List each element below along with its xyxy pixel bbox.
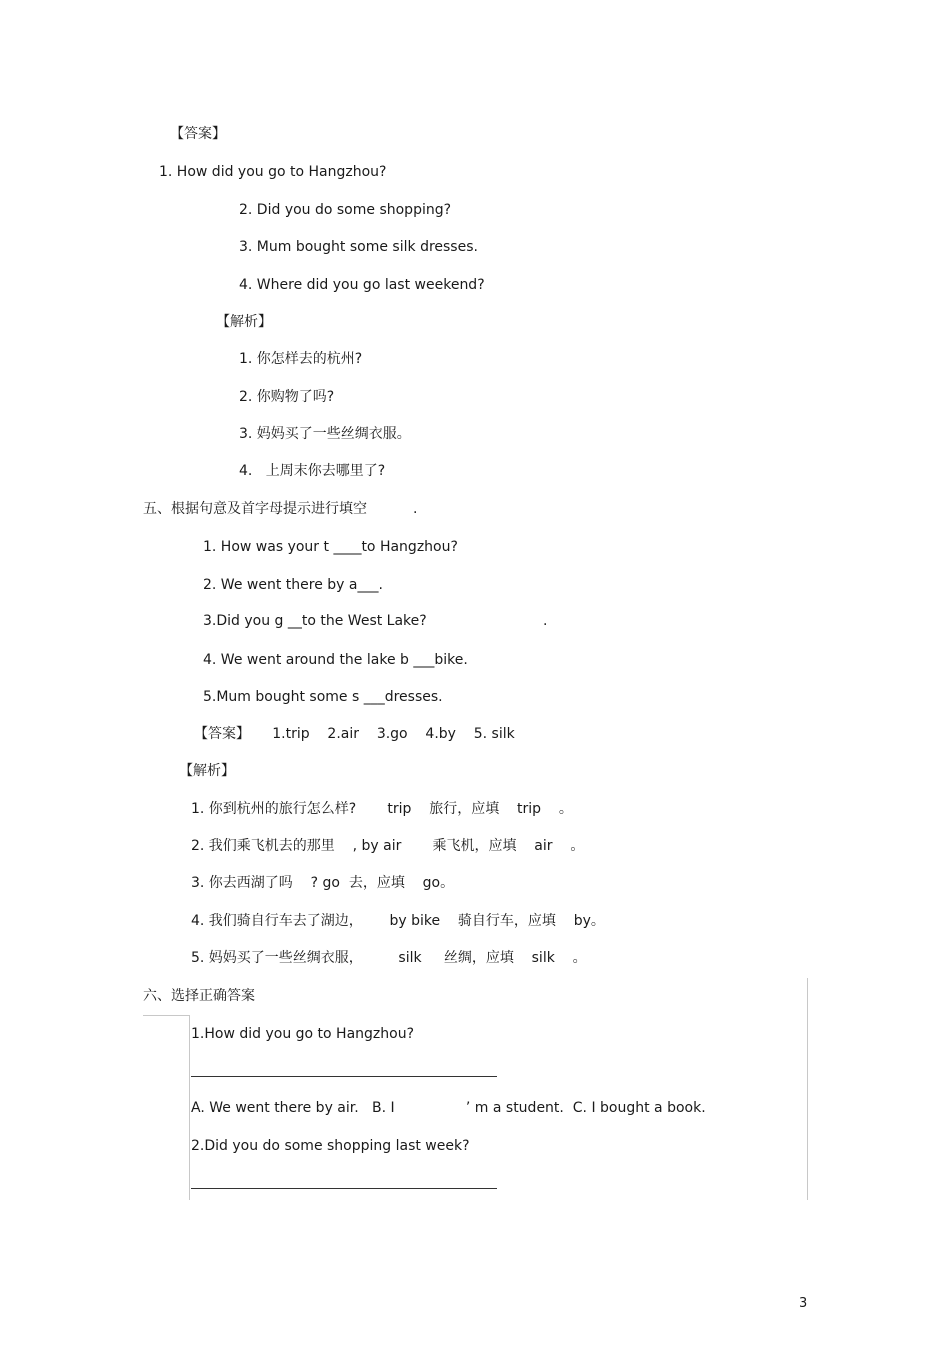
choice-question-1: 1.How did you go to Hangzhou? xyxy=(191,1026,415,1042)
answer-item-1: 1. How did you go to Hangzhou? xyxy=(159,164,387,180)
section5-title: 五、根据句意及首字母提示进行填空 xyxy=(143,501,367,517)
answer-header: 【答案】 xyxy=(170,126,226,142)
analysis-item-4: 4. 上周末你去哪里了? xyxy=(239,463,386,479)
section5-analysis-5: 5. 妈妈买了一些丝绸衣服， silk 丝绸，应填 silk 。 xyxy=(191,950,587,966)
section6-right-border xyxy=(807,978,808,1200)
fill-item-4: 4. We went around the lake b ___bike. xyxy=(203,652,468,668)
section5-analysis-header: 【解析】 xyxy=(179,763,235,779)
answer-blank-1[interactable] xyxy=(191,1076,497,1077)
section6-top-border xyxy=(143,1015,189,1016)
analysis-item-3: 3. 妈妈买了一些丝绸衣服。 xyxy=(239,426,411,442)
answer-item-3: 3. Mum bought some silk dresses. xyxy=(239,239,478,255)
section5-answer: 【答案】 1.trip 2.air 3.go 4.by 5. silk xyxy=(194,726,515,742)
section5-analysis-3: 3. 你去西湖了吗 ? go 去，应填 go。 xyxy=(191,875,455,891)
answer-item-2: 2. Did you do some shopping? xyxy=(239,202,452,218)
page-number: 3 xyxy=(799,1296,808,1311)
answer-item-4: 4. Where did you go last weekend? xyxy=(239,277,485,293)
fill-item-3-dot: . xyxy=(543,613,548,629)
fill-item-5: 5.Mum bought some s ___dresses. xyxy=(203,689,443,705)
section5-analysis-1: 1. 你到杭州的旅行怎么样? trip 旅行，应填 trip 。 xyxy=(191,801,573,817)
choice-question-2: 2.Did you do some shopping last week? xyxy=(191,1138,470,1154)
analysis-item-2: 2. 你购物了吗? xyxy=(239,389,335,405)
section5-title-dot: . xyxy=(413,501,418,517)
choice-question-1-options: A. We went there by air. B. I ’ m a student. C. I bought a book. xyxy=(191,1100,706,1116)
section6-left-border xyxy=(189,1015,190,1200)
analysis-item-1: 1. 你怎样去的杭州? xyxy=(239,351,363,367)
answer-blank-2[interactable] xyxy=(191,1188,497,1189)
analysis-header: 【解析】 xyxy=(216,314,272,330)
fill-item-2: 2. We went there by a___. xyxy=(203,577,383,593)
section5-analysis-4: 4. 我们骑自行车去了湖边， by bike 骑自行车，应填 by。 xyxy=(191,913,605,929)
fill-item-1: 1. How was your t ____to Hangzhou? xyxy=(203,539,458,555)
section6-title: 六、选择正确答案 xyxy=(143,988,255,1004)
fill-item-3: 3.Did you g __to the West Lake? xyxy=(203,613,427,629)
section5-analysis-2: 2. 我们乘飞机去的那里 , by air 乘飞机，应填 air 。 xyxy=(191,838,585,854)
